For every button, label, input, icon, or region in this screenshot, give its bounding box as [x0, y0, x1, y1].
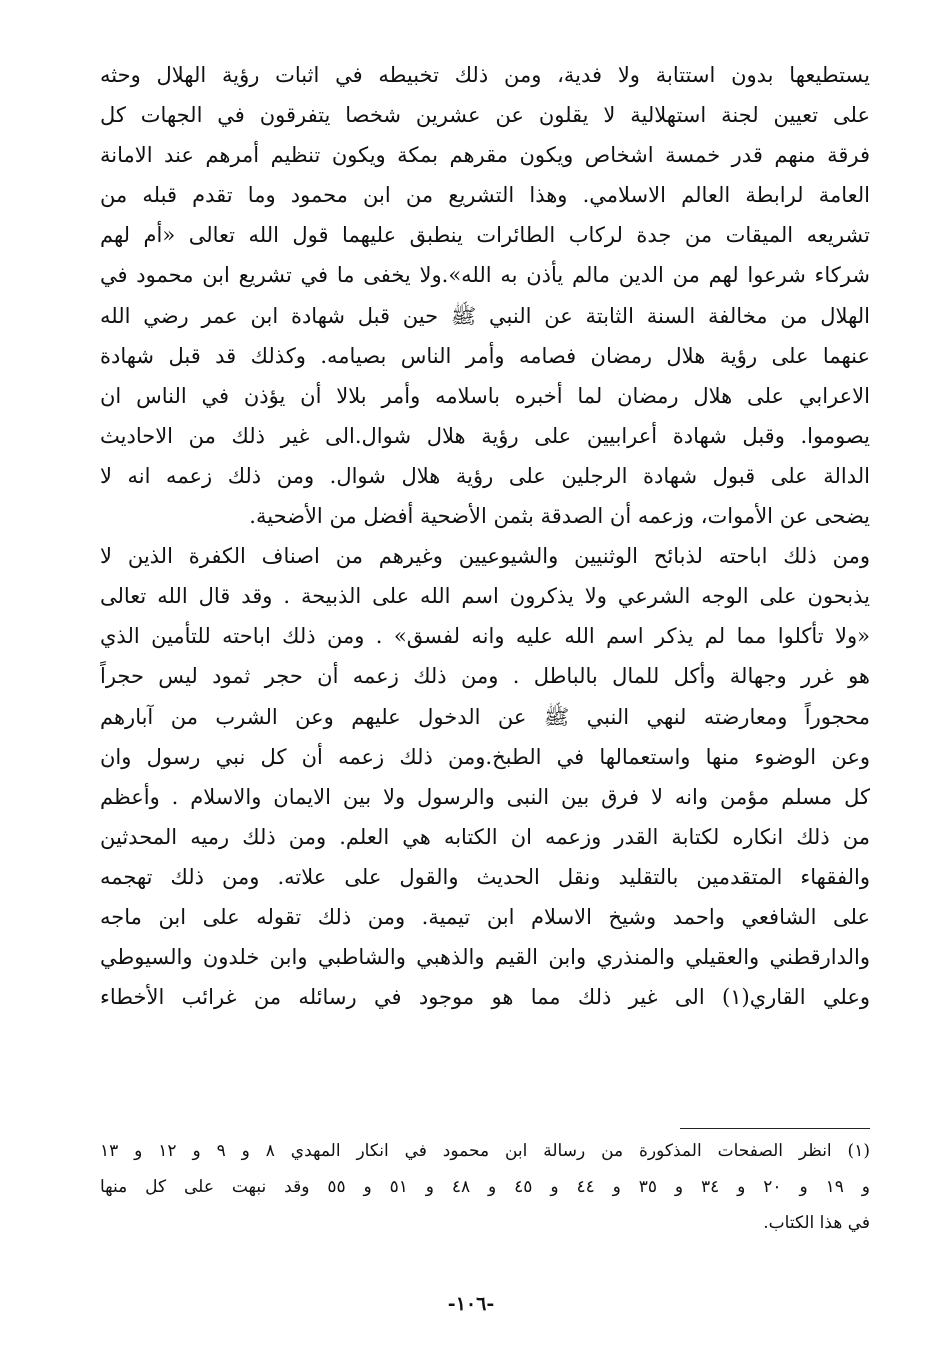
text-line: تشريعه الميقات من جدة لركاب الطائرات ينطبق عليهما قول الله تعالى «أم لهم: [100, 223, 870, 248]
text-line: «ولا تأكلوا مما لم يذكر اسم الله عليه وانه لفسق» . ومن ذلك اباحته للتأمين الذي: [100, 624, 870, 649]
text-line: يستطيعها بدون استتابة ولا فدية، ومن ذلك تخبيطه في اثبات رؤية الهلال وحثه: [100, 63, 870, 87]
footnote-line: و ١٩ و ٢٠ و ٣٤ و ٣٥ و ٤٤ و ٤٥ و ٤٨ و ٥١ و ٥٥ وقد نبهت على كل منها: [100, 1177, 870, 1197]
footnote-line: في هذا الكتاب.: [763, 1213, 870, 1233]
text-line: يصوموا. وقبل شهادة أعرابيين على رؤية هلال شوال.الى غير ذلك من الاحاديث: [100, 423, 870, 448]
main-text: [100, 55, 870, 1017]
text-line: الهلال من مخالفة السنة الثابتة عن النبي ﷺ حين قبل شهادة ابن عمر رضي الله: [100, 303, 870, 328]
text-line: على الشافعي واحمد وشيخ الاسلام ابن تيمية. ومن ذلك تقوله على ابن ماجه: [100, 904, 870, 929]
text-line: العامة لرابطة العالم الاسلامي. وهذا التشريع من ابن محمود وما تقدم قبله من: [100, 183, 870, 208]
page-number: -١٠٦-: [447, 1293, 495, 1315]
text-line: الدالة على قبول شهادة الرجلين على رؤية هلال شوال. ومن ذلك زعمه انه لا: [100, 463, 870, 488]
text-line: الاعرابي على هلال رمضان لما أخبره باسلامه وأمر بلالا أن يؤذن في الناس ان: [100, 383, 870, 408]
text-line: محجوراً ومعارضته لنهي النبي ﷺ عن الدخول عليهم وعن الشرب من آبارهم: [100, 704, 870, 729]
text-line: والدارقطني والعقيلي والمنذري وابن القيم والذهبي والشاطبي وابن خلدون والسيوطي: [100, 945, 870, 970]
text-line: يضحى عن الأموات، وزعمه أن الصدقة بثمن الأضحية أفضل من الأضحية.: [249, 504, 870, 529]
text-line: فرقة منهم قدر خمسة اشخاص ويكون مقرهم بمكة ويكون تنظيم أمرهم عند الامانة: [100, 143, 870, 168]
footnote-line: (١) انظر الصفحات المذكورة من رسالة ابن محمود في انكار المهدي ٨ و ٩ و ١٢ و ١٣: [100, 1141, 870, 1161]
text-line: كل مسلم مؤمن وانه لا فرق بين النبى والرسول ولا بين الايمان والاسلام . وأعظم: [100, 784, 870, 809]
footnotes: [100, 1133, 870, 1241]
footnote-separator: [680, 1128, 870, 1129]
text-line: شركاء شرعوا لهم من الدين مالم يأذن به الله».ولا يخفى ما في تشريع ابن محمود في: [100, 263, 870, 288]
text-line: وعن الوضوء منها واستعمالها في الطبخ.ومن ذلك زعمه أن كل نبي رسول وان: [100, 744, 870, 769]
text-line: على تعيين لجنة استهلالية لا يقلون عن عشرين شخصا يتفرقون في الجهات كل: [100, 103, 870, 128]
text-line: وعلي القاري(١) الى غير ذلك مما هو موجود في رسائله من غرائب الأخطاء: [100, 985, 870, 1010]
text-line: يذبحون على الوجه الشرعي ولا يذكرون اسم الله على الذبيحة . وقد قال الله تعالى: [100, 584, 870, 609]
text-line: عنهما على رؤية هلال رمضان فصامه وأمر الناس بصيامه. وكذلك قد قبل شهادة: [100, 343, 870, 368]
text-line: والفقهاء المتقدمين بالتقليد ونقل الحديث والقول على علاته. ومن ذلك تهجمه: [100, 864, 870, 889]
text-line: ومن ذلك اباحته لذبائح الوثنيين والشيوعيين وغيرهم من اصناف الكفرة الذين لا: [100, 544, 870, 569]
text-line: هو غرر وجهالة وأكل للمال بالباطل . ومن ذلك زعمه أن حجر ثمود ليس حجراً: [100, 664, 870, 689]
text-line: من ذلك انكاره لكتابة القدر وزعمه ان الكتابه هي العلم. ومن ذلك رميه المحدثين: [100, 824, 870, 849]
